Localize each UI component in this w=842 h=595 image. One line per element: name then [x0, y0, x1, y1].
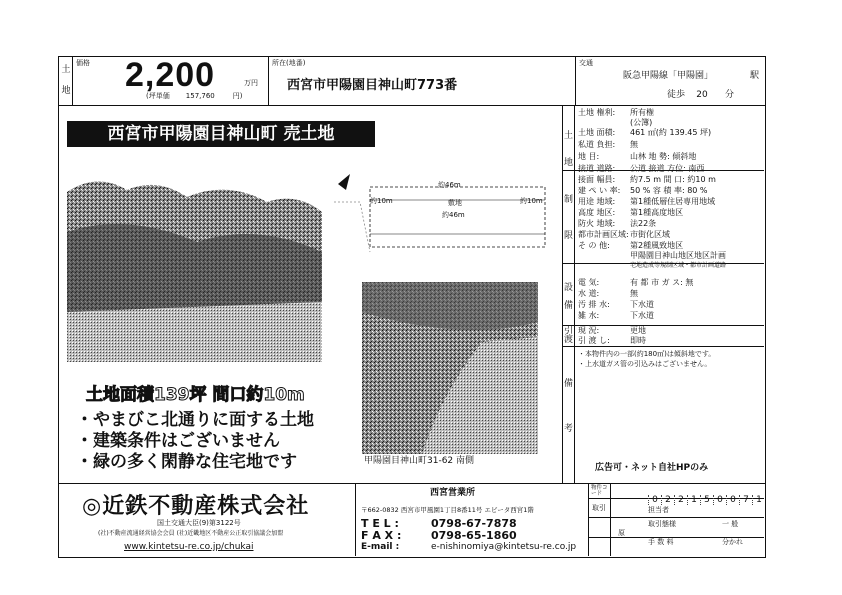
feature-item: ・建築条件はございません [76, 431, 280, 451]
spec-row: 汚 排 水: 下水道 [578, 300, 654, 309]
survey-bottom: 約46m [442, 211, 465, 219]
address: 西宮市甲陽園目神山町773番 [287, 78, 458, 93]
fee-value: 分かれ [722, 538, 743, 546]
property-code: 0 2 2 1 5 0 0 7 1 [648, 487, 765, 506]
land-label: 土 地 [61, 65, 71, 96]
spec-row: 雑 水: 下水道 [578, 311, 654, 320]
company-name: 近鉄不動産株式会社 [102, 494, 310, 519]
spec-row: 建 ぺ い 率: 50 % 容 積 率: 80 % [578, 186, 708, 195]
tsubo-price: (坪単価 157,760 円) [146, 92, 243, 100]
office-name: 西宮営業所 [430, 488, 476, 498]
spec-table [578, 108, 764, 348]
company-license: 国土交通大臣(9)第3122号 [157, 519, 241, 527]
listing-title: 西宮市甲陽園目神山町 売土地 [67, 121, 375, 147]
price-value: 2,200 [125, 56, 216, 94]
train-line: 阪急甲陽線「甲陽園」 [623, 71, 714, 81]
spec-row: 水 道: 無 [578, 289, 638, 298]
spec-side-handover: 引 渡 [563, 326, 573, 345]
notes [578, 349, 764, 369]
price-unit: 万円 [244, 79, 258, 87]
spec-side-notes: 備 考 [563, 379, 573, 434]
office-tel: T E L : 0798-67-7878 [361, 517, 517, 530]
spec-row: 引 渡 し: 即時 [578, 336, 646, 345]
spec-row: 電 気: 有 都 市 ガ ス: 無 [578, 278, 694, 287]
note-item: ・本物件内の一部(約180㎡)は傾斜地です。 [578, 350, 716, 358]
spec-side-facility: 設 備 [563, 283, 573, 311]
company-url[interactable]: www.kintetsu-re.co.jp/chukai [124, 542, 254, 552]
spec-side-land: 土 地 [563, 131, 573, 168]
ad-note: 広告可・ネット自社HPのみ [595, 463, 709, 473]
tenkei-label: 取引態様 [648, 520, 676, 528]
spec-row: 宅地造成等規制区域・都市計画道路 [630, 262, 727, 269]
logo-mark-icon: ◎ [82, 494, 103, 519]
tantou-label: 担当者 [648, 506, 669, 514]
location-label: 所在(地番) [272, 59, 306, 67]
spec-row: 防火 地域: 法22条 [578, 219, 657, 228]
office-address: 〒662-0832 西宮市甲風園1丁目8番11号 エビータ西宮1階 [361, 506, 534, 514]
spec-row: 接道 道路: 公道 接道 方位: 南西 [578, 164, 705, 173]
company-association: (社)不動産流通経営協会会員 (社)近畿地区不動産公正取引協議会加盟 [98, 530, 284, 537]
survey-top: 約46m [438, 181, 461, 189]
property-photo-trees [67, 172, 322, 362]
survey-left: 約10m [370, 197, 393, 205]
gen-label: 原 [618, 529, 625, 537]
survey-center: 敷地 [448, 199, 462, 207]
fee-label: 手 数 料 [648, 538, 674, 546]
spec-row: 土地 権利: 所有権 [578, 108, 654, 117]
price-label: 価格 [76, 59, 90, 67]
note-item: ・上水道ガス管の引込みはございません。 [578, 360, 712, 368]
spec-row: 都市計画区域:市街化区域 [578, 230, 670, 239]
office-fax: F A X : 0798-65-1860 [361, 529, 517, 542]
property-photo-road [362, 282, 538, 454]
area-highlight: 土地面積139坪 間口約10m [86, 385, 305, 405]
access-label: 交通 [579, 59, 593, 67]
spec-row: 私道 負担: 無 [578, 140, 638, 149]
station-unit: 駅 [750, 71, 760, 81]
spec-row: そ の 他: 第2種風致地区 [578, 241, 684, 250]
spec-row: 現 況: 更地 [578, 326, 646, 335]
feature-list [76, 410, 314, 473]
company-logo [82, 489, 309, 520]
tenkei-value: 一 般 [722, 520, 739, 528]
photo-caption: 甲陽園目神山町31-62 南側 [364, 456, 475, 466]
feature-item: ・やまびこ北通りに面する土地 [76, 410, 314, 430]
survey-right: 約10m [520, 197, 543, 205]
feature-item: ・緑の多く閑静な住宅地です [76, 452, 297, 472]
survey-diagram [330, 172, 552, 264]
spec-row: 接面 幅員: 約7.5 m 間 口: 約10 m [578, 175, 716, 184]
spec-row: 甲陽園目神山地区地区計画 [630, 251, 726, 260]
spec-row: 用途 地域: 第1種低層住居専用地域 [578, 197, 716, 206]
spec-row: 高度 地区: 第1種高度地区 [578, 208, 684, 217]
spec-row: 土地 面積: 461 ㎡(約 139.45 坪) [578, 128, 712, 137]
code-label: 物件コード [591, 485, 608, 497]
walk-time: 徒歩 20 分 [667, 90, 735, 100]
tori-label: 取引 [592, 504, 606, 512]
spec-row: 地 目: 山林 地 勢: 傾斜地 [578, 152, 697, 161]
spec-row: (公簿) [630, 118, 653, 127]
office-email[interactable]: E-mail : e-nishinomiya@kintetsu-re.co.jp [361, 542, 577, 552]
spec-side-law: 制 限 [563, 195, 573, 241]
